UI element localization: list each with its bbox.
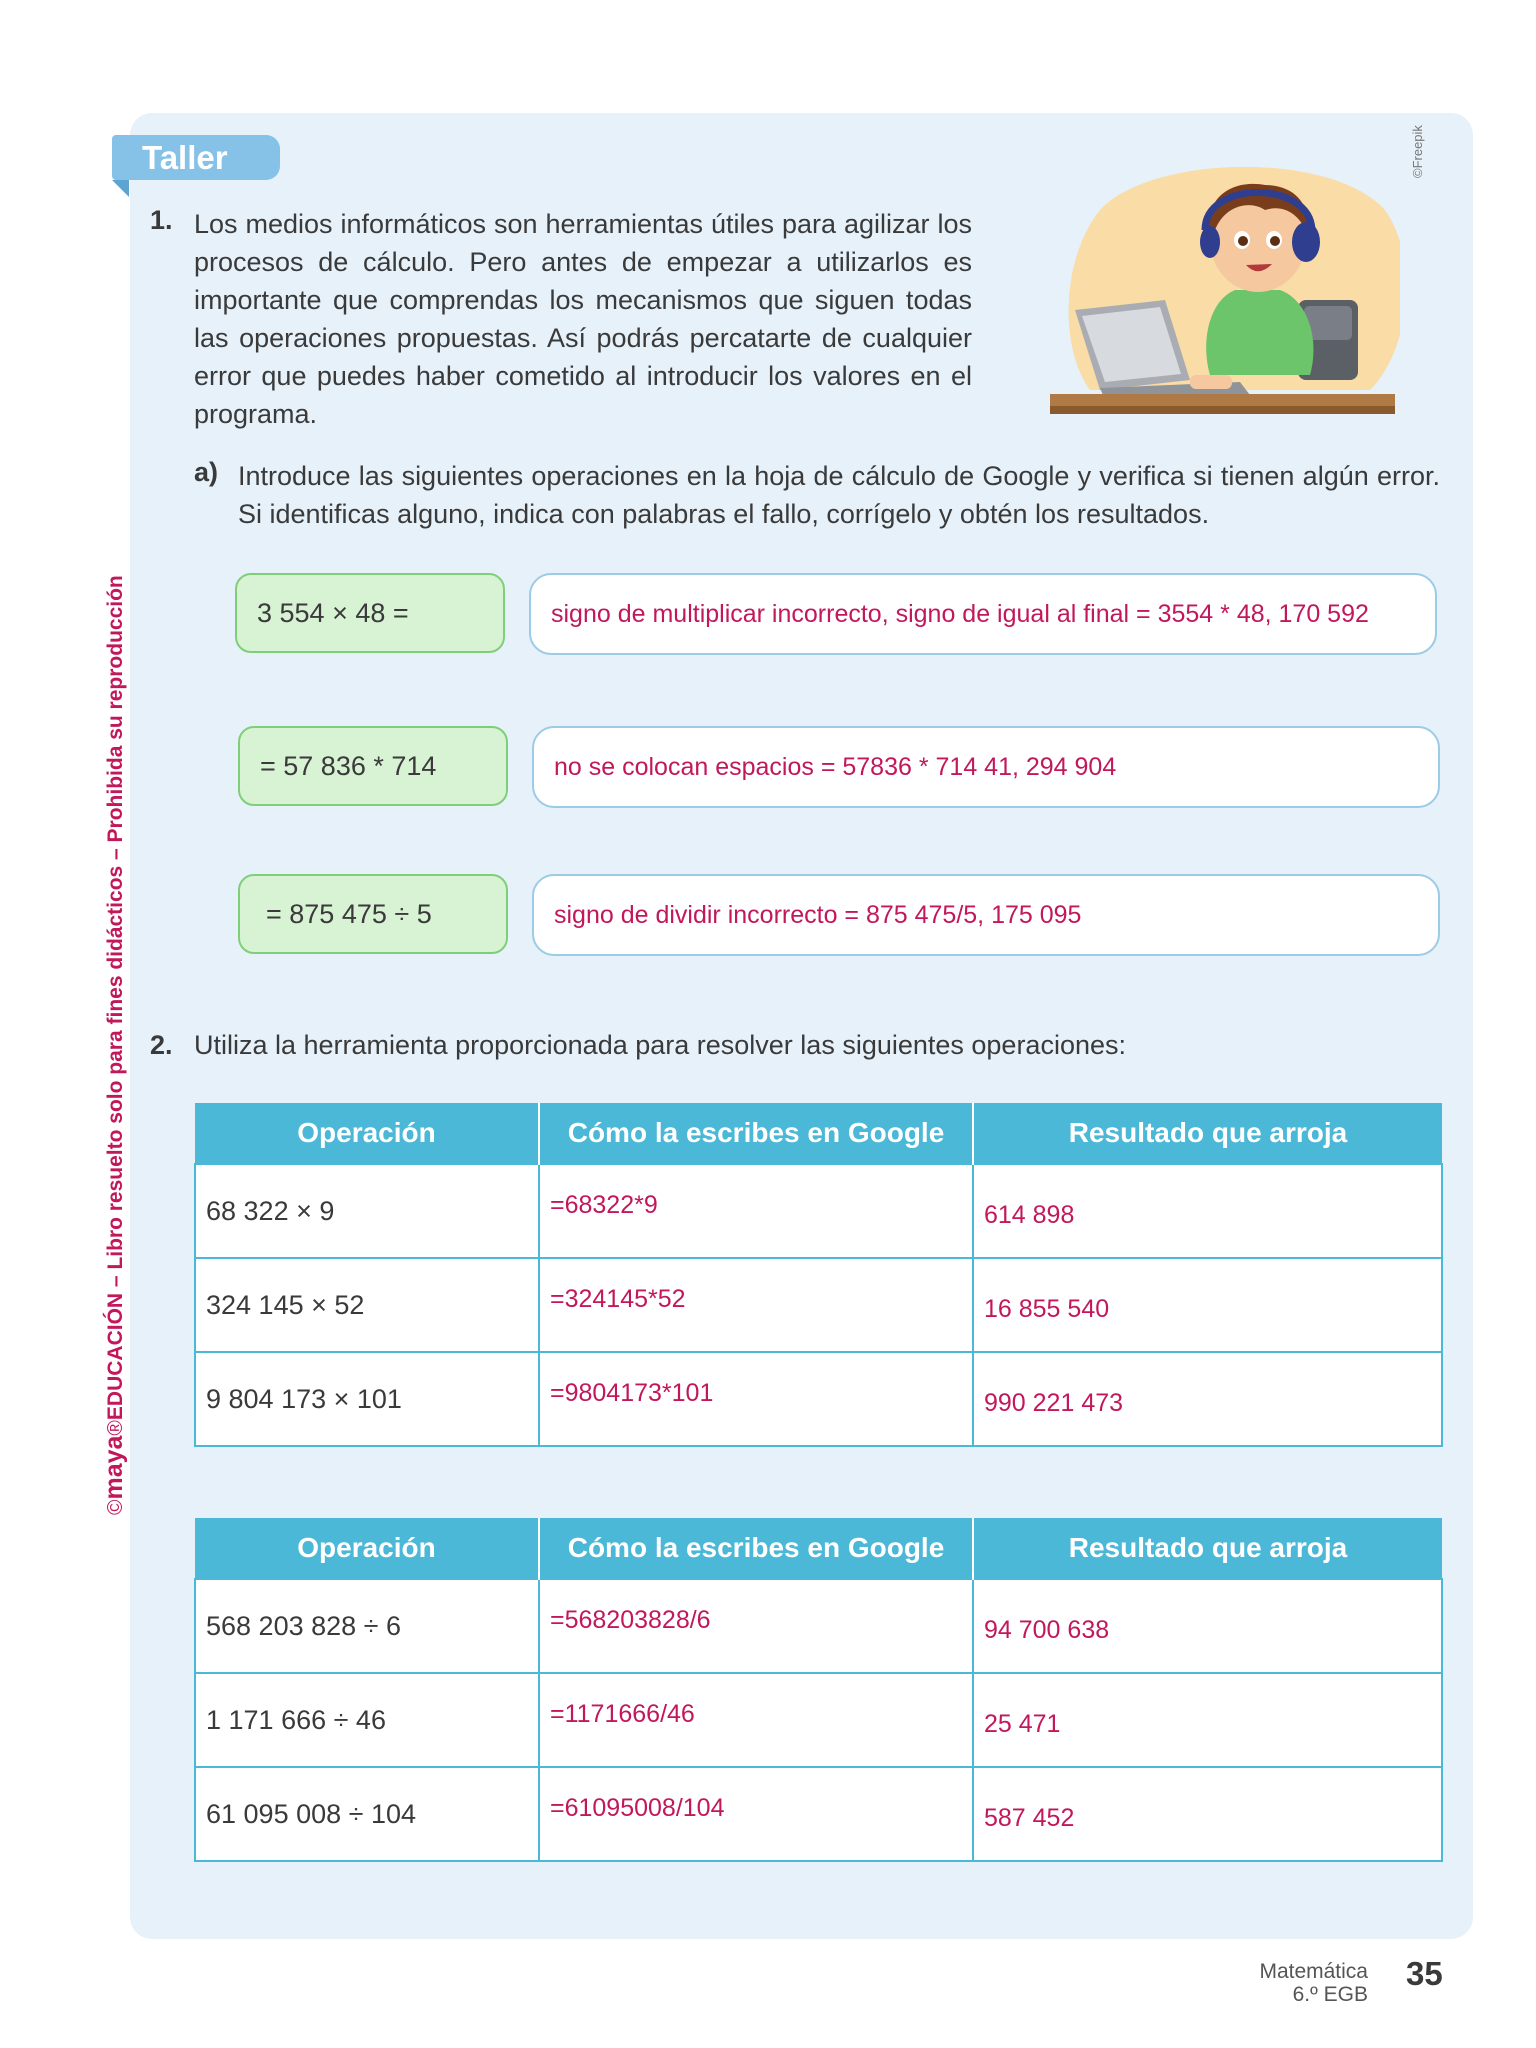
result-cell[interactable]: 94 700 638: [973, 1579, 1442, 1673]
google-formula-cell[interactable]: =568203828/6: [539, 1579, 973, 1673]
table-header-row: [195, 1103, 1442, 1164]
question-2-number: 2.: [150, 1030, 173, 1060]
boy-with-laptop-illustration: [1040, 150, 1400, 430]
table-row: [195, 1258, 1442, 1352]
operation-box: 3 554 × 48 =: [235, 573, 505, 653]
operation-cell: 9 804 173 × 101: [195, 1352, 539, 1446]
answer-box[interactable]: signo de multiplicar incorrecto, signo de igual al final = 3554 * 48, 170 592: [529, 573, 1437, 655]
header-operation: Operación: [195, 1103, 539, 1164]
operations-table-multiplication: [194, 1103, 1443, 1447]
header-operation: Operación: [195, 1518, 539, 1579]
grade-label: 6.º EGB: [1292, 1983, 1368, 2006]
result-cell[interactable]: 614 898: [973, 1164, 1442, 1258]
table-row: [195, 1164, 1442, 1258]
page-number: 35: [1406, 1955, 1443, 1992]
table-row: [195, 1767, 1442, 1861]
operation-cell: 568 203 828 ÷ 6: [195, 1579, 539, 1673]
table-row: [195, 1352, 1442, 1446]
subject-name: Matemática: [1259, 1960, 1368, 1983]
google-formula-cell[interactable]: =61095008/104: [539, 1767, 973, 1861]
copyright-sidebar: ©maya®EDUCACIÓN – Libro resuelto solo para fines didácticos – Prohibida su reproducción: [100, 575, 128, 1515]
table-row: [195, 1579, 1442, 1673]
question-1a-label: a): [194, 457, 219, 487]
operation-box: = 875 475 ÷ 5: [238, 874, 508, 954]
result-cell[interactable]: 25 471: [973, 1673, 1442, 1767]
google-formula-cell[interactable]: =324145*52: [539, 1258, 973, 1352]
question-1-text: Los medios informáticos son herramientas útiles para agilizar los procesos de cálculo. Pero antes de empezar a utilizarlos es importante que comprendas los mecanismos que siguen todas las operaciones propuestas. Así podrás percatarte de cualquier error que puedes haber cometido al introducir los valores en el programa.: [194, 209, 972, 429]
result-cell[interactable]: 587 452: [973, 1767, 1442, 1861]
operation-cell: 324 145 × 52: [195, 1258, 539, 1352]
google-formula-cell[interactable]: =9804173*101: [539, 1352, 973, 1446]
image-credit: ©Freepik: [1410, 125, 1425, 178]
table-header-row: [195, 1518, 1442, 1579]
google-formula-cell[interactable]: =1171666/46: [539, 1673, 973, 1767]
footer-subject: [1178, 1960, 1368, 2006]
result-cell[interactable]: 16 855 540: [973, 1258, 1442, 1352]
question-2-text: Utiliza la herramienta proporcionada para resolver las siguientes operaciones:: [194, 1030, 1127, 1060]
header-google: Cómo la escribes en Google: [539, 1518, 973, 1579]
table-row: [195, 1673, 1442, 1767]
operation-box: = 57 836 * 714: [238, 726, 508, 806]
answer-box[interactable]: no se colocan espacios = 57836 * 714 41, 294 904: [532, 726, 1440, 808]
question-1a-text: Introduce las siguientes operaciones en la hoja de cálculo de Google y verifica si tienen algún error. Si identificas alguno, indica con palabras el fallo, corrígelo y obtén los resultados.: [238, 461, 1440, 529]
section-tab-taller: Taller: [112, 135, 280, 180]
tab-fold: [112, 180, 129, 197]
google-formula-cell[interactable]: =68322*9: [539, 1164, 973, 1258]
header-google: Cómo la escribes en Google: [539, 1103, 973, 1164]
operation-cell: 61 095 008 ÷ 104: [195, 1767, 539, 1861]
header-result: Resultado que arroja: [973, 1103, 1442, 1164]
operations-table-division: [194, 1518, 1443, 1862]
result-cell[interactable]: 990 221 473: [973, 1352, 1442, 1446]
operation-cell: 68 322 × 9: [195, 1164, 539, 1258]
answer-box[interactable]: signo de dividir incorrecto = 875 475/5, 175 095: [532, 874, 1440, 956]
operation-cell: 1 171 666 ÷ 46: [195, 1673, 539, 1767]
question-1-number: 1.: [150, 205, 173, 235]
header-result: Resultado que arroja: [973, 1518, 1442, 1579]
